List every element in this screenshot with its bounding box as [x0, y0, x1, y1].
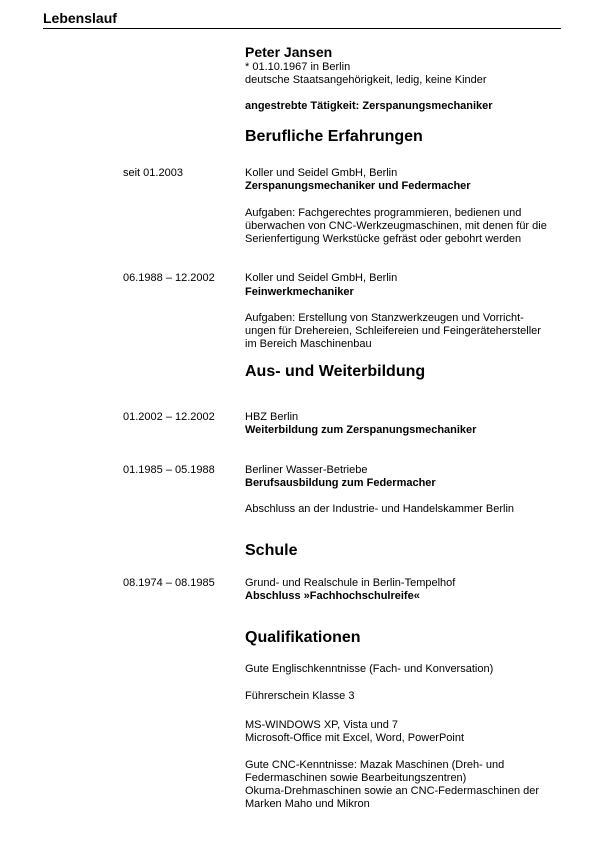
entry-note: Abschluss an der Industrie- und Handelskammer Berlin — [245, 503, 515, 515]
entry-title: Weiterbildung zum Zerspanungsmechaniker — [245, 424, 477, 436]
section-heading-ausbildung: Aus- und Weiterbildung — [245, 363, 426, 380]
section-heading-beruf: Berufliche Erfahrungen — [245, 128, 423, 145]
entry-date: 01.1985 – 05.1988 — [123, 464, 215, 476]
entry-detail-line: überwachen von CNC-Werkzeugmaschinen, mit denen für die — [245, 220, 547, 232]
entry-detail-line: Serienfertigung Werkstücke gefräst oder gebohrt werden — [245, 233, 522, 245]
entry-title: Zerspanungsmechaniker und Federmacher — [245, 180, 471, 192]
entry-detail-line: Aufgaben: Erstellung von Stanzwerkzeugen und Vorricht- — [245, 312, 524, 324]
entry-title: Abschluss »Fachhochschulreife« — [245, 590, 420, 602]
person-goal: angestrebte Tätigkeit: Zerspanungsmechaniker — [245, 100, 493, 112]
entry-detail-line: ungen für Drehereien, Schleifereien und Feingerätehersteller — [245, 325, 541, 337]
qualification-line: Gute Englischkenntnisse (Fach- und Konversation) — [245, 663, 494, 675]
qualification-line: Führerschein Klasse 3 — [245, 690, 355, 702]
qualification-line: Okuma-Drehmaschinen sowie an CNC-Federmaschinen der — [245, 785, 540, 797]
qualification-line: MS-WINDOWS XP, Vista und 7 — [245, 719, 399, 731]
qualification-line: Marken Maho und Mikron — [245, 798, 370, 810]
entry-title: Feinwerkmechaniker — [245, 286, 354, 298]
entry-date: 06.1988 – 12.2002 — [123, 272, 215, 284]
qualification-line: Microsoft-Office mit Excel, Word, PowerPoint — [245, 732, 465, 744]
entry-date: 08.1974 – 08.1985 — [123, 577, 215, 589]
section-heading-schule: Schule — [245, 542, 298, 559]
entry-date: seit 01.2003 — [123, 167, 183, 179]
qualification-line: Gute CNC-Kenntnisse: Mazak Maschinen (Dreh- und — [245, 759, 505, 771]
entry-company: Koller und Seidel GmbH, Berlin — [245, 167, 398, 179]
entry-title: Berufsausbildung zum Federmacher — [245, 477, 436, 489]
header-divider — [43, 28, 561, 29]
entry-date: 01.2002 – 12.2002 — [123, 411, 215, 423]
page-title: Lebenslauf — [43, 10, 117, 26]
entry-company: Berliner Wasser-Betriebe — [245, 464, 368, 476]
person-name: Peter Jansen — [245, 44, 333, 60]
section-heading-qualifikationen: Qualifikationen — [245, 629, 361, 646]
entry-company: Koller und Seidel GmbH, Berlin — [245, 272, 398, 284]
qualification-line: Federmaschinen sowie Bearbeitungszentren) — [245, 772, 467, 784]
entry-company: Grund- und Realschule in Berlin-Tempelhof — [245, 577, 456, 589]
person-status: deutsche Staatsangehörigkeit, ledig, keine Kinder — [245, 74, 487, 86]
entry-detail-line: im Bereich Maschinenbau — [245, 338, 372, 350]
entry-detail-line: Aufgaben: Fachgerechtes programmieren, bedienen und — [245, 207, 522, 219]
entry-company: HBZ Berlin — [245, 411, 299, 423]
person-birth: * 01.10.1967 in Berlin — [245, 61, 351, 73]
